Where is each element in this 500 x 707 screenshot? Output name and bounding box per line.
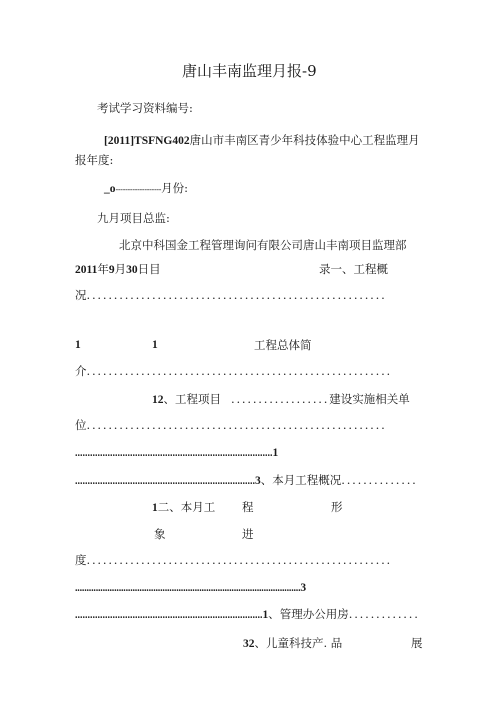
toc-dots-office: ............. (348, 607, 420, 621)
overview-label: 工程总体简 (254, 338, 312, 352)
date-yue: 月 (114, 262, 127, 276)
month-dashes: ------------------- (115, 185, 162, 194)
toc-line-page1 (75, 445, 278, 461)
sec2-xing: 形 (331, 500, 343, 514)
fine-dots-4: ........................................................................... (75, 610, 263, 621)
toc-dots-wei: ....................................................... (86, 418, 387, 432)
build-units: 建设实施相关单 (329, 392, 410, 406)
month-label: 月份: (161, 181, 189, 195)
toc-line-du (75, 553, 392, 567)
toc-dots-monthly: .............. (341, 473, 418, 487)
fine-dots-3: .................................................................................................. (75, 583, 301, 594)
item-12-text: 、工程项目 (163, 392, 221, 406)
toc-du: 度 (75, 553, 87, 567)
month-line (104, 181, 188, 197)
item-32: 32 (243, 638, 255, 650)
chief-label: 九月项目总监: (97, 211, 170, 225)
toc-line-intro (75, 364, 392, 378)
company-name: 北京中科国金工程管理询问有限公司唐山丰南项目监理部 (119, 238, 407, 252)
page-3: 3 (255, 475, 261, 487)
date-year: 2011 (75, 264, 98, 276)
page-3b: 3 (300, 582, 307, 594)
office-text: 、管理办公用房 (268, 607, 349, 621)
exam-label: 考试学习资料编号: (97, 101, 193, 115)
doc-title: 唐山丰南监理月报-9 (182, 62, 317, 80)
toc-line-overview (75, 288, 387, 302)
sec2-xiang: 象 (154, 527, 166, 541)
toc-line-project (152, 392, 410, 407)
kids-text: 、儿童科技产. 品 (254, 636, 343, 650)
month-prefix: _o (104, 183, 116, 195)
report-code-line (104, 133, 420, 148)
date-month: 9 (108, 264, 115, 276)
report-year-label: 报年度: (75, 153, 114, 167)
date-day: 30 (126, 264, 138, 276)
toc-dots-du: ........................................................ (86, 553, 393, 567)
date-nian: 年 (97, 262, 109, 276)
monthly-overview: 、本月工程概况 (260, 473, 342, 487)
toc-line-office (75, 607, 420, 623)
num-1b: 1 (152, 339, 158, 351)
kids-zhan: 展 (411, 636, 423, 650)
report-code: [2011]TSFNG402 (104, 135, 190, 147)
sec2-jin: 进 (242, 527, 254, 541)
toc-dots-intro: ........................................................ (86, 364, 393, 378)
fine-dots-1: ............................................................................... (75, 448, 273, 459)
fine-dots-2: ........................................................................ (75, 476, 255, 487)
toc-line-page3b (75, 580, 306, 596)
toc-kuang: 况 (75, 288, 87, 302)
sec2-cheng: 程 (242, 500, 254, 514)
toc-jie: 介 (75, 364, 87, 378)
sec2-text: 二、本月工 (157, 500, 216, 514)
sec2-num: 1 (152, 502, 158, 514)
project-name: 唐山市丰南区青少年科技体验中心工程监理月 (189, 133, 420, 147)
toc-line-sec2 (152, 500, 215, 515)
toc-dots: ....................................................... (86, 288, 387, 302)
page-1b: 1 (262, 609, 269, 621)
num-1a: 1 (75, 339, 81, 351)
date-line (75, 262, 161, 277)
toc-line-wei (75, 418, 387, 432)
item-12: 12 (152, 394, 164, 406)
page-1: 1 (272, 447, 279, 459)
toc-dots-project: .................. (231, 392, 330, 406)
toc-heading: 录一、工程概 (319, 262, 388, 276)
toc-line-monthly (75, 473, 418, 489)
toc-wei: 位 (75, 418, 87, 432)
toc-line-kids (243, 636, 342, 651)
date-ri: 日目 (137, 262, 161, 276)
